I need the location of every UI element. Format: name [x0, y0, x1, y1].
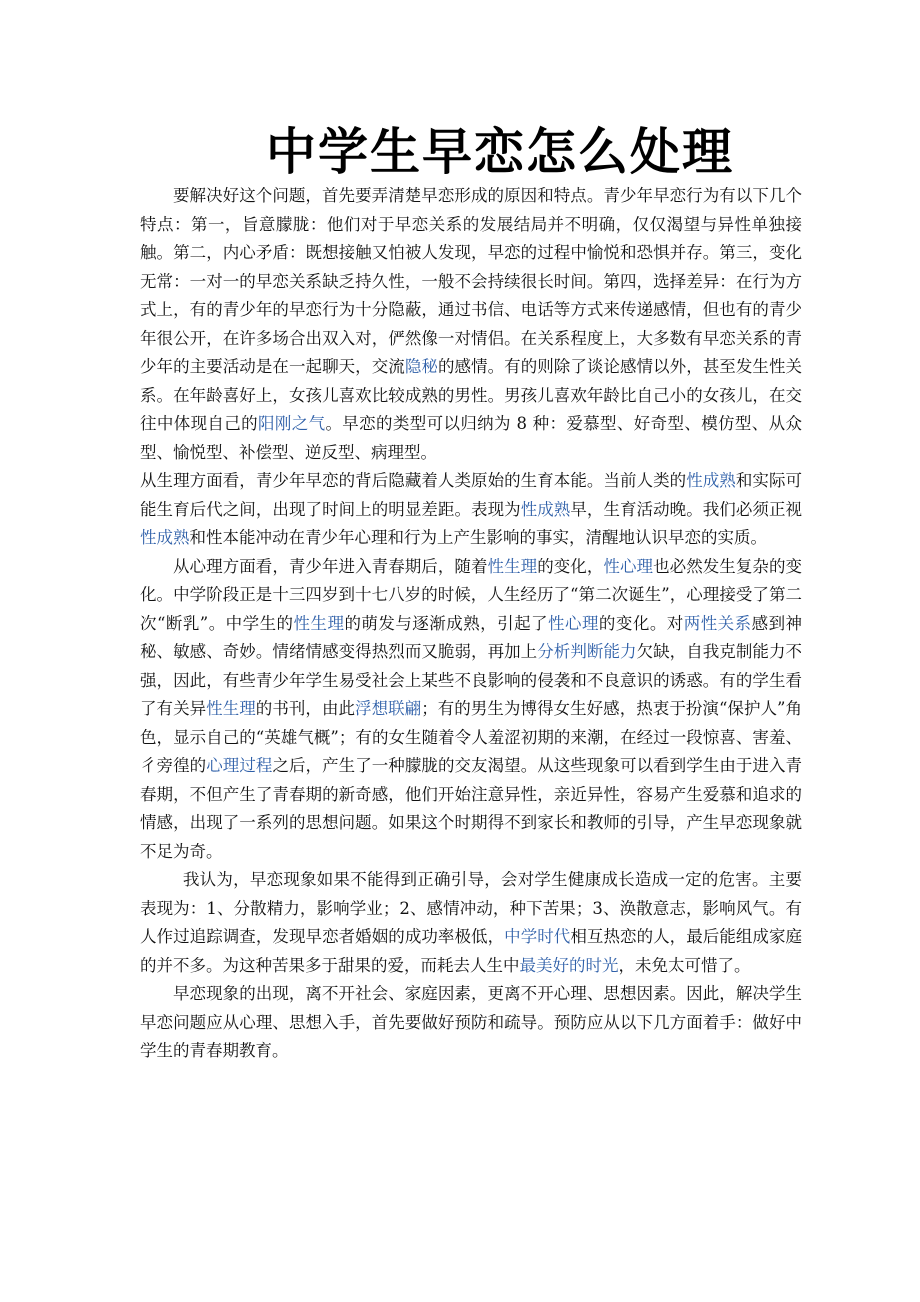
text-span: 的萌发与逐渐成熟，引起了 [344, 613, 549, 633]
text-span: ；有的男生为博得女生好感，热衷于扮演“保护人”角色，显示自己的“英雄气概”；有的女生随着令人羞涩初期的来潮，在经过一段惊喜、害羞、彳旁徨的 [140, 699, 803, 775]
paragraph-harm [140, 866, 802, 980]
text-span: 的变化， [537, 556, 604, 576]
link-zuimei[interactable]: 最美好的时光 [519, 955, 619, 975]
link-xingshengli[interactable]: 性生理 [293, 613, 345, 633]
link-xingshengli[interactable]: 性生理 [487, 556, 538, 576]
text-span: 的书刊，由此 [255, 699, 356, 718]
link-yinmi[interactable]: 隐秘 [404, 357, 438, 376]
link-fenxi[interactable]: 分析判断能力 [537, 642, 637, 661]
text-span: 相互热恋的人，最后能组成家庭的并不多。为这种苦果多于甜果的爱，而耗去人生中 [140, 927, 803, 975]
text-span: 之后，产生了一种朦胧的交友渴望。从这些现象可以看到学生由于进入青春期，不但产生了青春期的新奇感，他们开始注意异性，亲近异性，容易产生爱慕和追求的情感，出现了一系列的思想问题。如果这个时期得不到家长和教师的引导，产生早恋现象就不足为奇。 [140, 756, 803, 861]
text-span: 从生理方面看，青少年早恋的背后隐藏着人类原始的生育本能。当前人类的 [140, 471, 687, 490]
link-fuxiang[interactable]: 浮想联翩 [355, 699, 422, 718]
link-xinliguocheng[interactable]: 心理过程 [206, 756, 273, 775]
text-span: 和实际可能生育后代之间，出现了时间上的明显差距。表现为 [140, 471, 803, 519]
paragraph-psychology [140, 553, 802, 867]
text-span: 早，生育活动晚。我们必须正视 [570, 499, 803, 519]
text-span: 早恋现象的出现，离不开社会、家庭因素，更离不开心理、思想因素。因此，解决学生早恋问题应从心理、思想入手，首先要做好预防和疏导。预防应从以下几方面着手：做好中学生的青春期教育。 [140, 984, 802, 1060]
text-span: 要解决好这个问题，首先要弄清楚早恋形成的原因和特点。青少年早恋行为有以下几个特点：第一，旨意朦胧：他们对于早恋关系的发展结局并不明确，仅仅渴望与异性单独接触。第二，内心矛盾：既想接触又怕被人发现，早恋的过程中愉悦和恐惧并存。第三，变化无常：一对一的早恋关系缺乏持久性，一般不会持续很长时间。第四，选择差异：在行为方式上，有的青少年的早恋行为十分隐蔽，通过书信、电话等方式来传递感情，但也有的青少年很公开，在许多场合出双入对，俨然像一对情侣。在关系程度上，大多数有早恋关系的青少年的主要活动是在一起聊天，交流 [140, 186, 802, 376]
link-zhongxue[interactable]: 中学时 [504, 927, 554, 946]
link-xingchengshu[interactable]: 性成熟 [140, 528, 190, 547]
text-span: 的变化。对 [598, 613, 684, 633]
link-xingshengli[interactable]: 性生理 [206, 699, 256, 718]
text-span: 和性本能冲动在青少年心理和行为上产生影响的事实，清醒地认识早恋的实质。 [189, 528, 767, 547]
paragraph-prevention [140, 980, 802, 1066]
text-span: 。早恋的类型可以归纳为 8 种：爱慕型、好奇型、模仿型、从众型、愉悦型、补偿型、逆反型、病理型。 [140, 414, 802, 462]
text-span: 欠缺，自我克制能力不强，因此，有些青少年学生易受社会上某些不良影响的侵袭和不良意识的诱惑。有的学生看了有关异 [140, 642, 803, 718]
document-body [140, 182, 802, 1066]
text-span: 也必然发生复杂的变化。中学阶段正是十三四岁到十七八岁的时候，人生经历了“第二次诞生”，心理接受了第二次“断乳”。中学生的 [140, 556, 803, 633]
text-span: ，未免太可惜了。 [618, 955, 751, 975]
paragraph-characteristics [140, 182, 802, 467]
link-xingxinli[interactable]: 性心理 [603, 556, 654, 576]
text-span: 从心理方面看，青少年进入青春期后，随着 [173, 556, 488, 576]
text-span: 的感情。有的则除了谈论感情以外，甚至发生性关系。在年龄喜好上，女孩儿喜欢比较成熟的男性。男孩儿喜欢年龄比自己小的女孩儿，在交往中体现自己的 [140, 357, 803, 433]
link-xingchengshu[interactable]: 性成熟 [520, 499, 571, 519]
page-title: 中学生早恋怎么处理 [266, 123, 734, 181]
link-xingchengshu[interactable]: 性成熟 [686, 471, 736, 490]
text-span: 我认为，早恋现象如果不能得到正确引导，会对学生健康成长造成一定的危害。主要表现为：1、分散精力，影响学业；2、感情冲动，种下苦果；3、涣散意志，影响风气。有人作过追踪调查，发现早恋者婚姻的成功率极低， [140, 870, 802, 946]
link-yanggang[interactable]: 阳刚之气 [258, 414, 326, 433]
link-zhongxue[interactable]: 代 [553, 927, 571, 946]
link-xingxinli[interactable]: 心理 [564, 613, 599, 633]
paragraph-physiology [140, 467, 802, 553]
link-liangxing[interactable]: 两性关系 [683, 613, 752, 633]
text-span: 感到神秘、敏感、奇妙。情绪情感变得热烈而又脆弱，再加上 [140, 613, 803, 661]
link-xingxinli[interactable]: 性 [548, 613, 565, 633]
